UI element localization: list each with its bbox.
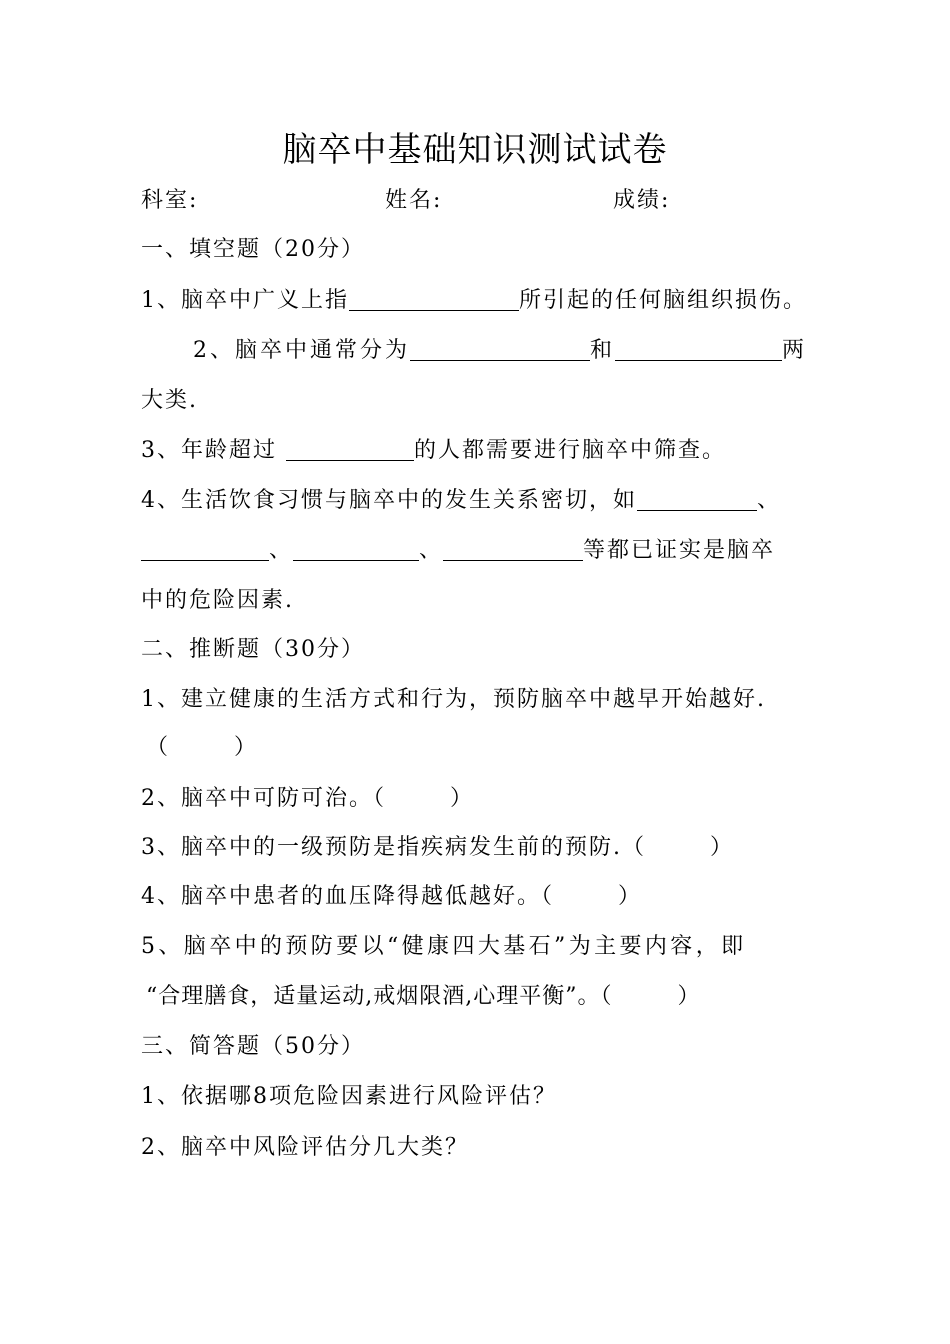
header-score-label: 成绩: [613,188,671,213]
fill-q2-blank-1[interactable] [410,336,590,361]
page-title: 脑卒中基础知识测试试卷 [282,130,668,170]
judge-question-3 [141,833,732,863]
short-answer-question-2: 2、脑卒中风险评估分几大类？ [141,1135,469,1160]
fill-q3-blank[interactable] [286,436,414,461]
section2-heading: 二、推断题（30分） [141,637,365,662]
judge-q3-answer-paren[interactable]: （ ） [622,835,733,860]
fill-question-3 [141,436,726,466]
judge-q5-line2 [146,982,700,1012]
section3-heading: 三、简答题（50分） [141,1034,365,1059]
judge-q2-answer-paren[interactable]: （ ） [373,786,473,811]
judge-q4-answer-paren[interactable]: （ ） [541,884,641,909]
fill-q1-blank[interactable] [349,286,519,311]
judge-q1-paren-text: （ ） [146,735,257,760]
judge-q3-text: 3、脑卒中的一级预防是指疾病发生前的预防. [141,835,622,860]
fill-q2-suffix: 两 [782,338,808,363]
fill-question-2 [193,336,807,366]
fill-q4-blank-1[interactable] [637,486,757,511]
fill-q1-suffix: 所引起的任何脑组织损伤。 [519,288,808,313]
fill-q4-blank-2[interactable] [141,536,269,561]
fill-question-1 [141,286,807,316]
header-name-label: 姓名: [385,188,443,213]
fill-q4-blank-4[interactable] [443,536,583,561]
judge-q2-text: 2、脑卒中可防可治。 [141,786,373,811]
fill-q4-suffix: 等都已证实是脑卒 [583,538,776,563]
judge-q1-answer-paren[interactable] [146,733,256,763]
fill-question-4 [141,486,781,516]
fill-q2-continuation: 大类. [141,388,198,413]
fill-q2-prefix: 2、脑卒中通常分为 [193,338,410,363]
fill-q4-sep1: 、 [757,488,782,513]
fill-q4-prefix: 4、生活饮食习惯与脑卒中的发生关系密切，如 [141,488,637,513]
fill-q4-line2 [141,536,775,566]
section1-heading: 一、填空题（20分） [141,237,365,262]
judge-q5-continuation: “合理膳食，适量运动,戒烟限酒,心理平衡”。 [146,984,601,1009]
fill-q2-mid: 和 [590,338,616,363]
fill-q4-blank-3[interactable] [293,536,419,561]
judge-question-4 [141,882,640,912]
fill-q1-prefix: 1、脑卒中广义上指 [141,288,349,313]
fill-q4-continuation: 中的危险因素. [141,588,294,613]
judge-question-1: 1、建立健康的生活方式和行为，预防脑卒中越早开始越好. [141,687,766,712]
judge-q5-answer-paren[interactable]: （ ） [600,984,700,1009]
header-dept-label: 科室: [141,188,199,213]
fill-q3-prefix: 3、年龄超过 [141,438,286,463]
short-answer-question-1: 1、依据哪8项危险因素进行风险评估？ [141,1084,557,1109]
judge-question-5: 5、脑卒中的预防要以“健康四大基石”为主要内容，即 [141,934,747,959]
fill-q4-sep3: 、 [419,538,444,563]
judge-question-2 [141,784,472,814]
fill-q2-blank-2[interactable] [615,336,782,361]
fill-q3-suffix: 的人都需要进行脑卒中筛查。 [414,438,727,463]
fill-q4-sep2: 、 [269,538,294,563]
judge-q4-text: 4、脑卒中患者的血压降得越低越好。 [141,884,541,909]
